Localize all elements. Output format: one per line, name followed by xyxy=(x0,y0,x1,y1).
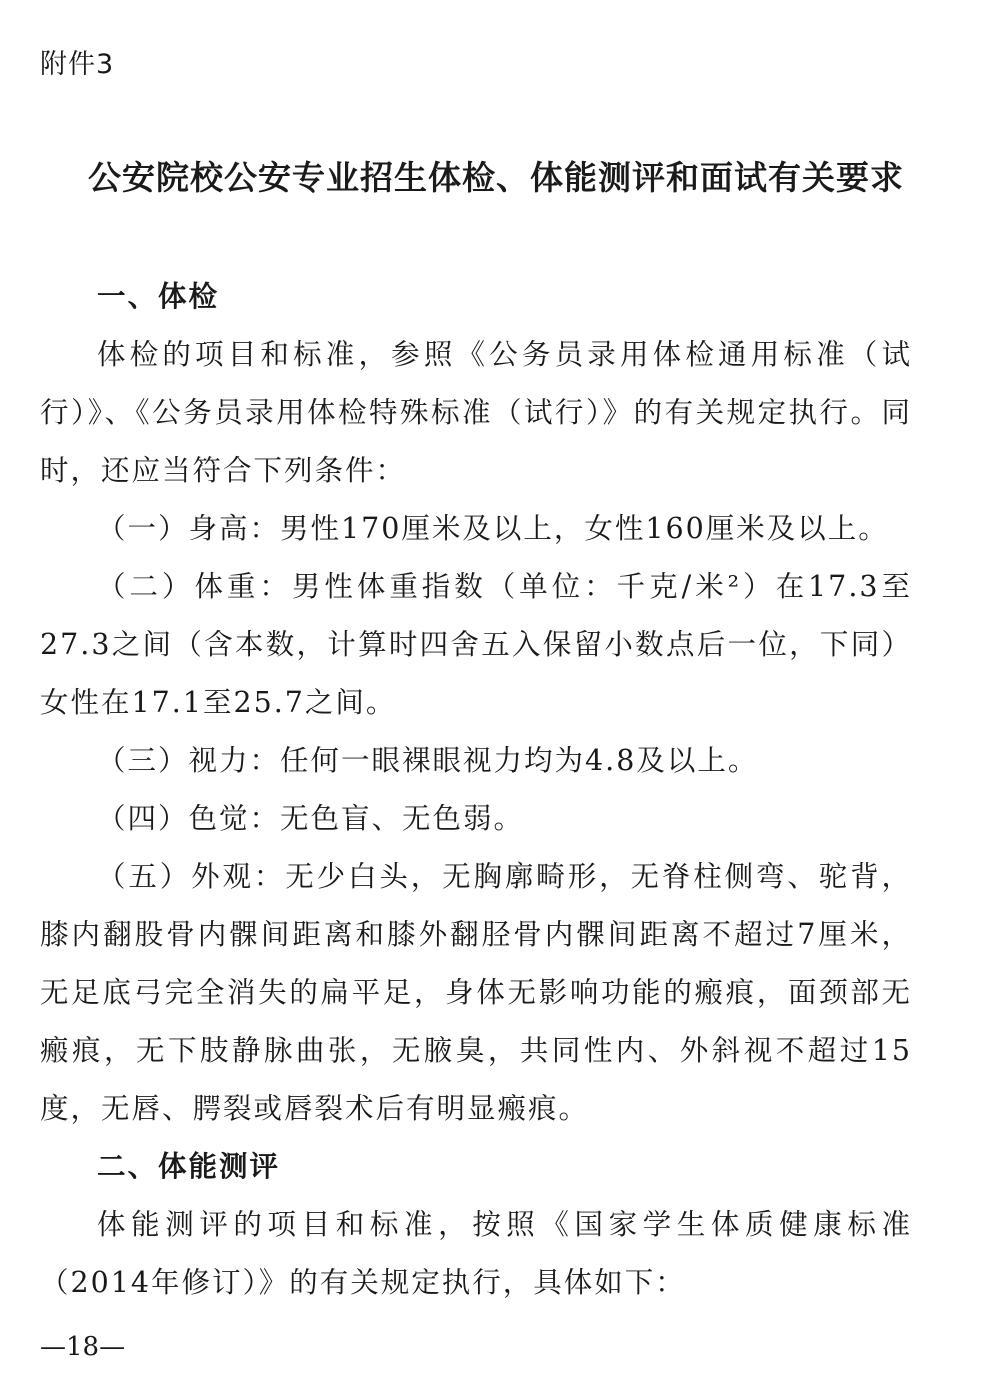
section-heading-physical-exam: 一、体检 xyxy=(97,280,220,313)
paragraph-weight: （二）体重：男性体重指数（单位：千克/米²）在17.3至27.3之间（含本数，计算时四舍五入保留小数点后一位，下同）女性在17.1至25.7之间。 xyxy=(40,570,912,719)
section-heading-fitness-test: 二、体能测评 xyxy=(97,1150,281,1183)
page-number: —18— xyxy=(40,1332,126,1362)
paragraph-vision: （三）视力：任何一眼裸眼视力均为4.8及以上。 xyxy=(97,744,759,777)
document-title: 公安院校公安专业招生体检、体能测评和面试有关要求 xyxy=(88,158,904,197)
paragraph-color-vision: （四）色觉：无色盲、无色弱。 xyxy=(97,802,525,835)
paragraph-height: （一）身高：男性170厘米及以上，女性160厘米及以上。 xyxy=(97,512,889,545)
paragraph-fitness-standards: 体能测评的项目和标准，按照《国家学生体质健康标准（2014年修订）》的有关规定执行，具体如下： xyxy=(40,1208,912,1299)
attachment-label: 附件3 xyxy=(40,49,115,80)
paragraph-appearance: （五）外观：无少白头，无胸廓畸形，无脊柱侧弯、驼背，膝内翻股骨内髁间距离和膝外翻胫骨内髁间距离不超过7厘米，无足底弓完全消失的扁平足，身体无影响功能的瘢痕，面颈部无瘢痕，无下肢静脉曲张，无腋臭，共同性内、外斜视不超过15度，无唇、腭裂或唇裂术后有明显瘢痕。 xyxy=(40,860,912,1125)
paragraph-exam-standards: 体检的项目和标准，参照《公务员录用体检通用标准（试行）》、《公务员录用体检特殊标准（试行）》的有关规定执行。同时，还应当符合下列条件： xyxy=(40,338,912,487)
document-body xyxy=(40,268,912,1312)
